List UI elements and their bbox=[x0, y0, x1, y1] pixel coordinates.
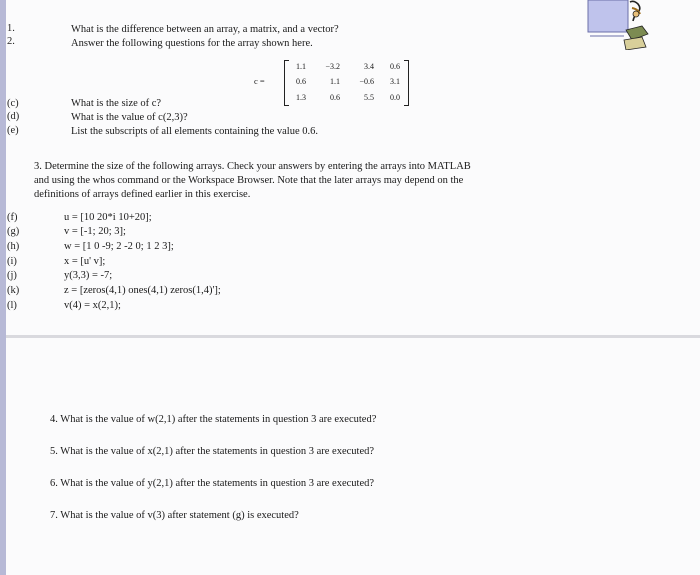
part-c-text: What is the size of c? bbox=[71, 98, 162, 109]
part-label-i: (i) bbox=[7, 256, 17, 267]
part-label-k: (k) bbox=[7, 285, 20, 296]
part-label-f: (f) bbox=[7, 212, 18, 223]
part-label-e: (e) bbox=[7, 125, 19, 136]
part-e-text: List the subscripts of all elements containing the value 0.6. bbox=[71, 126, 318, 137]
question-3-line-1: 3. Determine the size of the following arrays. Check your answers by entering the arrays into MATLAB bbox=[34, 161, 471, 172]
part-label-d: (d) bbox=[7, 111, 20, 122]
cartoon-figure-icon bbox=[586, 0, 650, 50]
part-label-l: (l) bbox=[7, 300, 17, 311]
part-label-h: (h) bbox=[7, 241, 20, 252]
part-d-text: What is the value of c(2,3)? bbox=[71, 112, 188, 123]
part-g-code: v = [-1; 20; 3]; bbox=[64, 226, 126, 237]
matrix-cell: 1.1 bbox=[296, 62, 306, 71]
matrix-cell: 3.4 bbox=[364, 62, 374, 71]
question-6: 6. What is the value of y(2,1) after the statements in question 3 are executed? bbox=[50, 478, 375, 489]
part-f-code: u = [10 20*i 10+20]; bbox=[64, 212, 152, 223]
part-l-code: v(4) = x(2,1); bbox=[64, 300, 121, 311]
question-7: 7. What is the value of v(3) after statement (g) is executed? bbox=[50, 510, 299, 521]
part-h-code: w = [1 0 -9; 2 -2 0; 1 2 3]; bbox=[64, 241, 174, 252]
matrix-c bbox=[254, 60, 414, 106]
question-1: What is the difference between an array, a matrix, and a vector? bbox=[71, 24, 339, 35]
question-3-line-2: and using the whos command or the Workspace Browser. Note that the later arrays may depend on the bbox=[34, 175, 464, 186]
part-label-g: (g) bbox=[7, 226, 20, 237]
matrix-cell: 5.5 bbox=[364, 93, 374, 102]
matrix-cell: 3.1 bbox=[390, 77, 400, 86]
matrix-label: c = bbox=[254, 76, 265, 86]
part-label-c: (c) bbox=[7, 98, 19, 109]
part-k-code: z = [zeros(4,1) ones(4,1) zeros(1,4)']; bbox=[64, 285, 221, 296]
matrix-cell: 0.6 bbox=[390, 62, 400, 71]
question-3-line-3: definitions of arrays defined earlier in this exercise. bbox=[34, 189, 251, 200]
question-4: 4. What is the value of w(2,1) after the statements in question 3 are executed? bbox=[50, 414, 377, 425]
question-5: 5. What is the value of x(2,1) after the statements in question 3 are executed? bbox=[50, 446, 375, 457]
matrix-cell: 0.0 bbox=[390, 93, 400, 102]
item-number-1: 1. bbox=[7, 23, 15, 34]
question-2: Answer the following questions for the array shown here. bbox=[71, 38, 313, 49]
part-j-code: y(3,3) = -7; bbox=[64, 270, 113, 281]
matrix-cell: 1.3 bbox=[296, 93, 306, 102]
matrix-cell: 0.6 bbox=[330, 93, 340, 102]
part-i-code: x = [u' v]; bbox=[64, 256, 106, 267]
matrix-cell: −0.6 bbox=[359, 77, 374, 86]
matrix-cell: −3.2 bbox=[325, 62, 340, 71]
item-number-2: 2. bbox=[7, 36, 15, 47]
matrix-cell: 1.1 bbox=[330, 77, 340, 86]
part-label-j: (j) bbox=[7, 270, 17, 281]
matrix-cell: 0.6 bbox=[296, 77, 306, 86]
matrix-right-bracket bbox=[404, 60, 409, 106]
